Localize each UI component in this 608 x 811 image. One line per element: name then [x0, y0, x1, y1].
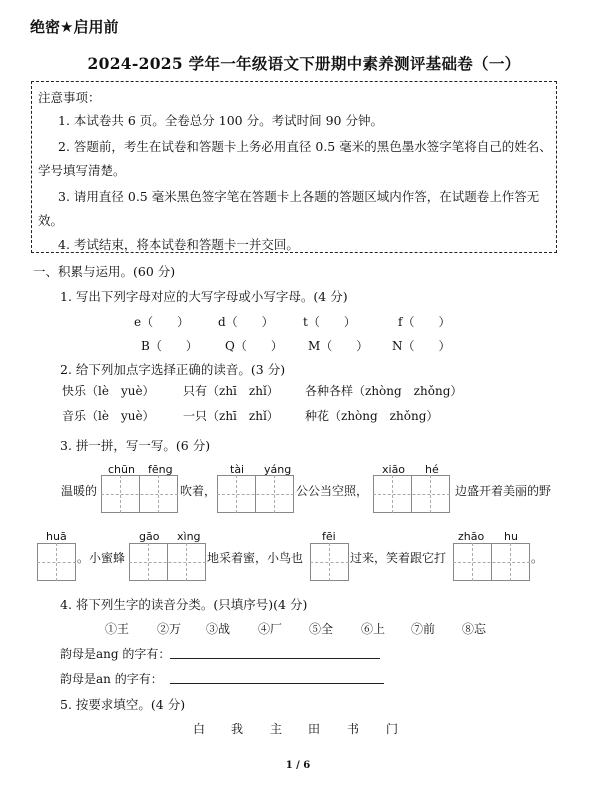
exam-title: 2024-2025 学年一年级语文下册期中素养测评基础卷（一） [87, 54, 521, 73]
q2-prompt: 2. 给下列加点字选择正确的读音。(3 分) [60, 362, 286, 377]
q5-char: 门 [386, 722, 399, 736]
pinyin-label: xìng [177, 530, 201, 543]
q3-text: 温暖的 [61, 484, 98, 498]
pinyin-label: hu [504, 530, 518, 543]
q4-char: ②万 [157, 622, 182, 636]
q1-item: e（ ） [134, 315, 190, 329]
pinyin-label: chūn [108, 463, 135, 476]
page-number: 1 / 6 [285, 760, 311, 771]
q2-item: 只有（zhī zhǐ） [183, 384, 279, 398]
pinyin-label: fēng [148, 463, 173, 476]
pinyin-label: huā [46, 530, 67, 543]
q1-item: M（ ） [308, 339, 369, 353]
notice-item-2: 2. 答题前，考生在试卷和答题卡上务必用直径 0.5 毫米的黑色墨水签字笔将自己的姓名、 [58, 139, 552, 154]
q5-char: 田 [308, 722, 321, 736]
q4-char: ①王 [105, 622, 130, 636]
q3-text: 。小蜜蜂 [77, 551, 126, 565]
q5-char: 主 [270, 722, 283, 736]
q2-item: 快乐（lè yuè） [62, 384, 155, 398]
q1-item: B（ ） [141, 339, 198, 353]
q4-an-label: 韵母是an 的字有： [60, 672, 163, 686]
q4-char: ⑦前 [411, 622, 436, 636]
q3-text: 边盛开着美丽的野 [455, 484, 552, 498]
q3-text: 过来，笑着跟它打 [350, 551, 447, 565]
q4-char: ⑥上 [361, 622, 386, 636]
q5-char: 白 [193, 722, 206, 736]
pinyin-label: yáng [264, 463, 292, 476]
q3-text: 。 [531, 551, 544, 565]
q3-prompt: 3. 拼一拼，写一写。(6 分) [60, 438, 211, 453]
notice-heading: 注意事项： [38, 90, 101, 105]
q4-char: ③战 [206, 622, 231, 636]
q2-item: 各种各样（zhòng zhǒng） [305, 384, 463, 398]
q3-text: 吹着， [180, 484, 217, 498]
pinyin-label: zhāo [458, 530, 485, 543]
notice-box [31, 81, 557, 253]
notice-item-3-cont: 效。 [38, 213, 64, 228]
q4-prompt: 4. 将下列生字的读音分类。(只填序号)(4 分) [60, 597, 308, 612]
q5-prompt: 5. 按要求填空。(4 分) [60, 697, 186, 712]
notice-item-1: 1. 本试卷共 6 页。全卷总分 100 分。考试时间 90 分钟。 [58, 113, 383, 128]
q4-ang-answer-line[interactable] [170, 658, 380, 659]
q2-item: 音乐（lè yuè） [62, 409, 155, 423]
pinyin-label: hé [425, 463, 439, 476]
q4-char: ⑧忘 [462, 622, 487, 636]
section-1-title: 一、积累与运用。(60 分) [33, 264, 176, 279]
pinyin-label: xiāo [382, 463, 406, 476]
q4-char: ④厂 [258, 622, 283, 636]
q3-text: 地采着蜜，小鸟也 [207, 551, 304, 565]
q1-item: d（ ） [218, 315, 274, 329]
q4-ang-label: 韵母是ang 的字有： [60, 647, 171, 661]
pinyin-label: tài [230, 463, 245, 476]
q1-item: N（ ） [392, 339, 451, 353]
q2-item: 一只（zhī zhǐ） [183, 409, 279, 423]
q5-char: 我 [231, 722, 244, 736]
pinyin-label: fēi [322, 530, 336, 543]
secret-label: 绝密★启用前 [30, 18, 119, 36]
q1-item: f（ ） [398, 315, 451, 329]
q1-item: Q（ ） [225, 339, 283, 353]
q3-text: 公公当空照， [296, 484, 369, 498]
q4-an-answer-line[interactable] [170, 683, 384, 684]
notice-item-2-cont: 学号填写清楚。 [38, 163, 126, 178]
q4-char: ⑤全 [309, 622, 334, 636]
q2-item: 种花（zhòng zhǒng） [305, 409, 439, 423]
pinyin-label: gāo [139, 530, 160, 543]
notice-item-3: 3. 请用直径 0.5 毫米黑色签字笔在答题卡上各题的答题区域内作答，在试题卷上作答无 [58, 189, 540, 204]
notice-item-4: 4. 考试结束，将本试卷和答题卡一并交回。 [58, 237, 299, 252]
q5-char: 书 [347, 722, 360, 736]
q1-item: t（ ） [303, 315, 356, 329]
q1-prompt: 1. 写出下列字母对应的大写字母或小写字母。(4 分) [60, 289, 348, 304]
